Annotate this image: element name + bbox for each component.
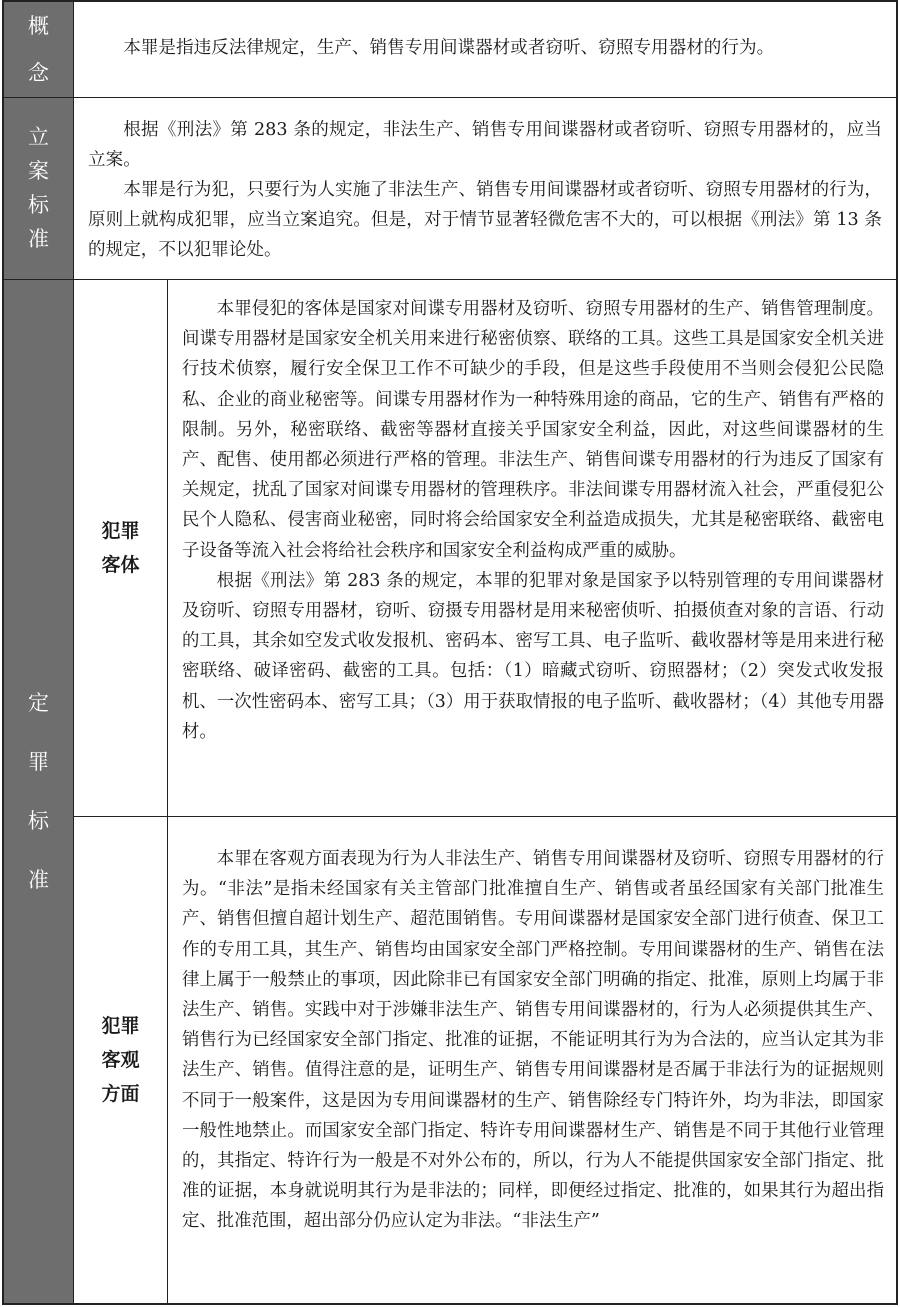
conviction-row — [4, 280, 896, 1303]
object-paragraph-1: 本罪侵犯的客体是国家对间谍专用器材及窃听、窃照专用器材的生产、销售管理制度。间谍专用器材是国家安全机关用来进行秘密侦察、联络的工具。这些工具是国家安全机关进行技术侦察，履行安全保卫工作不可缺少的手段，但是这些手段使用不当则会侵犯公民隐私、企业的商业秘密等。间谍专用器材作为一种特殊用途的商品，它的生产、销售有严格的限制。另外，秘密联络、截密等器材直接关乎国家安全利益，因此，对这些间谍器材的生产、配售、使用都必须进行严格的管理。非法生产、销售间谍专用器材的行为违反了国家有关规定，扰乱了国家对间谍专用器材的管理秩序。非法间谍专用器材流入社会，严重侵犯公民个人隐私、侵害商业秘密，同时将会给国家安全利益造成损失，尤其是秘密联络、截密电子设备等流入社会将给社会秩序和国家安全利益构成严重的威胁。 — [182, 299, 884, 561]
concept-label: 概 念 — [4, 2, 74, 97]
concept-row — [4, 2, 896, 98]
concept-content — [74, 2, 896, 97]
conviction-label: 定 罪 标 准 — [4, 280, 74, 1303]
filing-label: 立 案 标 准 — [4, 98, 74, 279]
objective-subrow — [74, 817, 896, 1303]
object-subrow — [74, 280, 896, 817]
objective-label: 犯罪 客观 方面 — [74, 817, 168, 1303]
object-content — [168, 280, 896, 816]
crime-table — [2, 0, 898, 1305]
filing-content — [74, 98, 896, 279]
filing-paragraph-2: 本罪是行为犯，只要行为人实施了非法生产、销售专用间谍器材或者窃听、窃照专用器材的行为，原则上就构成犯罪，应当立案追究。但是，对于情节显著轻微危害不大的，可以根据《刑法》第 13 条的规定，不以犯罪论处。 — [88, 180, 882, 260]
object-paragraph-2: 根据《刑法》第 283 条的规定，本罪的犯罪对象是国家予以特别管理的专用间谍器材及窃听、窃照专用器材，窃听、窃摄专用器材是用来秘密侦听、拍摄侦查对象的言语、行动的工具，其余如空发式收发报机、密码本、密写工具、电子监听、截收器材等是用来进行秘密联络、破译密码、截密的工具。包括：（1）暗藏式窃听、窃照器材；（2）突发式收发报机、一次性密码本、密写工具；（3）用于获取情报的电子监听、截收器材；（4）其他专用器材。 — [182, 570, 884, 742]
concept-text: 本罪是指违反法律规定，生产、销售专用间谍器材或者窃听、窃照专用器材的行为。 — [123, 37, 775, 58]
filing-row — [4, 98, 896, 280]
objective-paragraph-1: 本罪在客观方面表现为行为人非法生产、销售专用间谍器材及窃听、窃照专用器材的行为。“非法”是指未经国家有关主管部门批准擅自生产、销售或者虽经国家有关部门批准生产、销售但擅自超计划生产、超范围销售。专用间谍器材是国家安全部门进行侦查、保卫工作的专用工具，其生产、销售均由国家安全部门严格控制。专用间谍器材的生产、销售在法律上属于一般禁止的事项，因此除非已有国家安全部门明确的指定、批准，原则上均属于非法生产、销售。实践中对于涉嫌非法生产、销售专用间谍器材的，行为人必须提供其生产、销售行为已经国家安全部门指定、批准的证据，不能证明其行为为合法的，应当认定其为非法生产、销售。值得注意的是，证明生产、销售专用间谍器材是否属于非法行为的证据规则不同于一般案件，这是因为专用间谍器材的生产、销售除经专门特许外，均为非法，即国家一般性地禁止。而国家安全部门指定、特许专用间谍器材生产、销售是不同于其他行业管理的，其指定、特许行为一般是不对外公布的，所以，行为人不能提供国家安全部门指定、批准的证据，本身就说明其行为是非法的；同样，即便经过指定、批准的，如果其行为超出指定、批准范围，超出部分仍应认定为非法。“非法生产” — [182, 849, 884, 1232]
objective-content — [168, 817, 896, 1303]
object-label: 犯罪 客体 — [74, 280, 168, 816]
filing-paragraph-1: 根据《刑法》第 283 条的规定，非法生产、销售专用间谍器材或者窃听、窃照专用器材的，应当立案。 — [88, 120, 882, 170]
